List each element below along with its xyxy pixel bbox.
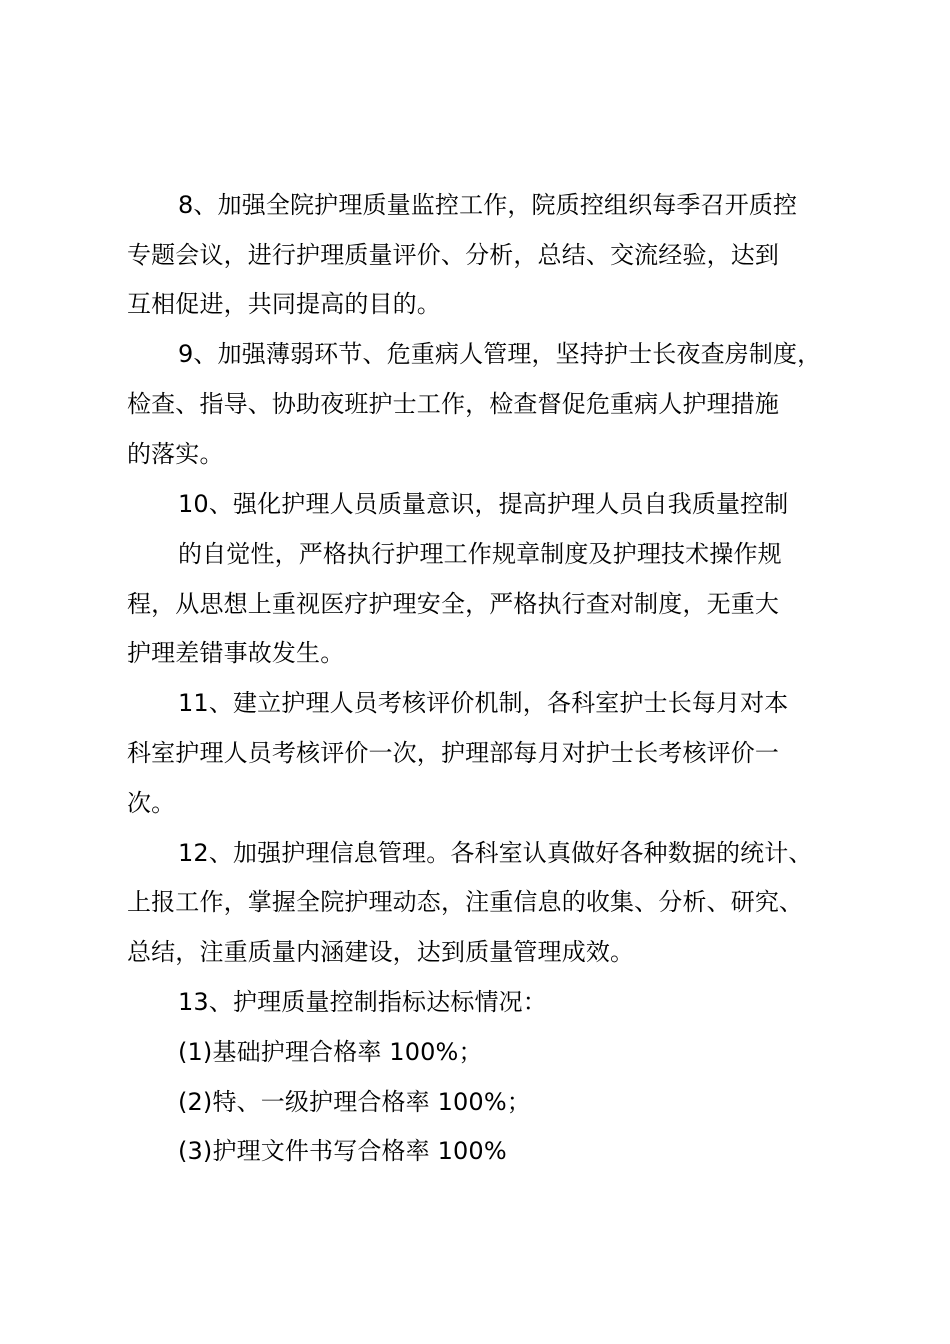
text-line: 9、加强薄弱环节、危重病人管理，坚持护士长夜查房制度， xyxy=(178,340,822,368)
text-line: (1)基础护理合格率 100%； xyxy=(178,1038,483,1066)
text-line: 的自觉性，严格执行护理工作规章制度及护理技术操作规 xyxy=(178,540,782,568)
text-line: 11、建立护理人员考核评价机制，各科室护士长每月对本 xyxy=(178,689,789,717)
text-line: 的落实。 xyxy=(127,440,224,468)
text-line: 科室护理人员考核评价一次，护理部每月对护士长考核评价一 xyxy=(127,739,780,767)
text-line: 总结，注重质量内涵建设，达到质量管理成效。 xyxy=(127,938,635,966)
text-line: 次。 xyxy=(127,789,176,817)
text-line: 程，从思想上重视医疗护理安全，严格执行查对制度，无重大 xyxy=(127,590,780,618)
text-line: 护理差错事故发生。 xyxy=(127,639,345,667)
text-line: 12、加强护理信息管理。各科室认真做好各种数据的统计、 xyxy=(178,839,813,867)
text-line: 互相促进，共同提高的目的。 xyxy=(127,290,441,318)
text-line: 8、加强全院护理质量监控工作，院质控组织每季召开质控 xyxy=(178,191,798,219)
text-line: 上报工作，掌握全院护理动态，注重信息的收集、分析、研究、 xyxy=(127,888,804,916)
text-line: 13、护理质量控制指标达标情况： xyxy=(178,988,547,1016)
text-line: 10、强化护理人员质量意识，提高护理人员自我质量控制 xyxy=(178,490,789,518)
text-line: (3)护理文件书写合格率 100% xyxy=(178,1137,507,1165)
text-line: (2)特、一级护理合格率 100%； xyxy=(178,1088,531,1116)
text-line: 专题会议，进行护理质量评价、分析，总结、交流经验，达到 xyxy=(127,241,780,269)
text-line: 检查、指导、协助夜班护士工作，检查督促危重病人护理措施 xyxy=(127,390,780,418)
